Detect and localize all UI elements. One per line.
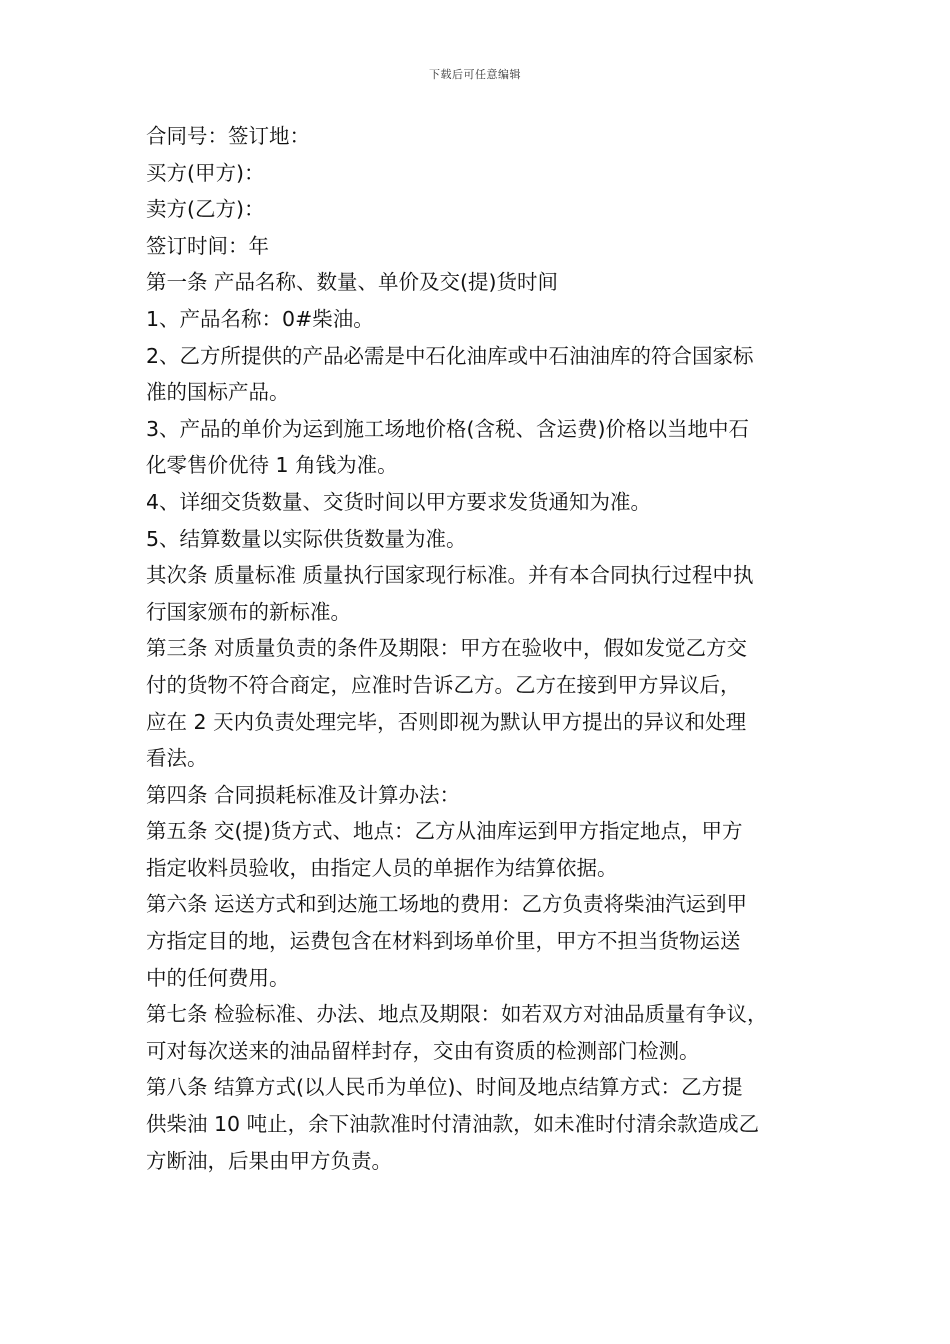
article-3-text-cont-1: 付的货物不符合商定，应准时告诉乙方。乙方在接到甲方异议后， (146, 672, 741, 697)
article-3-text-cont-2: 应在 2 天内负责处理完毕，否则即视为默认甲方提出的异议和处理 (146, 709, 747, 734)
page-header: 下载后可任意编辑 (429, 68, 521, 81)
article-3-text: 第三条 对质量负责的条件及期限：甲方在验收中，假如发觉乙方交 (146, 636, 748, 661)
article-3-text-cont-3: 看法。 (146, 746, 208, 771)
article-1-item-3: 3、产品的单价为运到施工场地价格(含税、含运费)价格以当地中石 (146, 416, 750, 441)
article-1-item-2-cont: 准的国标产品。 (146, 380, 290, 405)
article-1-item-1: 1、产品名称：0#柴油。 (146, 306, 374, 331)
article-1-item-4: 4、详细交货数量、交货时间以甲方要求发货通知为准。 (146, 489, 652, 514)
article-1-item-3-cont: 化零售价优待 1 角钱为准。 (146, 453, 398, 478)
contract-number-line: 合同号：签订地： (146, 124, 310, 148)
article-6-text-cont-1: 方指定目的地，运费包含在材料到场单价里，甲方不担当货物运送 (146, 929, 741, 954)
buyer-line: 买方(甲方)： (146, 160, 265, 185)
seller-line: 卖方(乙方)： (146, 197, 265, 222)
article-5-text-cont: 指定收料员验收，由指定人员的单据作为结算依据。 (146, 855, 618, 880)
article-8-text: 第八条 结算方式(以人民币为单位)、时间及地点结算方式：乙方提 (146, 1075, 743, 1100)
article-2-text-cont: 行国家颁布的新标准。 (146, 599, 351, 624)
article-8-text-cont-1: 供柴油 10 吨止，余下油款准时付清油款，如未准时付清余款造成乙 (146, 1112, 760, 1137)
article-1-item-5: 5、结算数量以实际供货数量为准。 (146, 526, 467, 551)
signing-time-line: 签订时间：年 (146, 233, 269, 258)
article-7-text: 第七条 检验标准、办法、地点及期限：如若双方对油品质量有争议， (146, 1002, 768, 1027)
article-2-text: 其次条 质量标准 质量执行国家现行标准。并有本合同执行过程中执 (146, 563, 754, 588)
article-6-text-cont-2: 中的任何费用。 (146, 965, 290, 990)
article-1-heading: 第一条 产品名称、数量、单价及交(提)货时间 (146, 270, 559, 295)
article-4-text: 第四条 合同损耗标准及计算办法： (146, 782, 461, 807)
article-6-text: 第六条 运送方式和到达施工场地的费用：乙方负责将柴油汽运到甲 (146, 892, 748, 917)
article-5-text: 第五条 交(提)货方式、地点：乙方从油库运到甲方指定地点，甲方 (146, 819, 743, 844)
article-7-text-cont: 可对每次送来的油品留样封存，交由有资质的检测部门检测。 (146, 1038, 700, 1063)
document-body (146, 118, 818, 1179)
article-1-item-2: 2、乙方所提供的产品必需是中石化油库或中石油油库的符合国家标 (146, 343, 754, 368)
article-8-text-cont-2: 方断油，后果由甲方负责。 (146, 1148, 392, 1173)
